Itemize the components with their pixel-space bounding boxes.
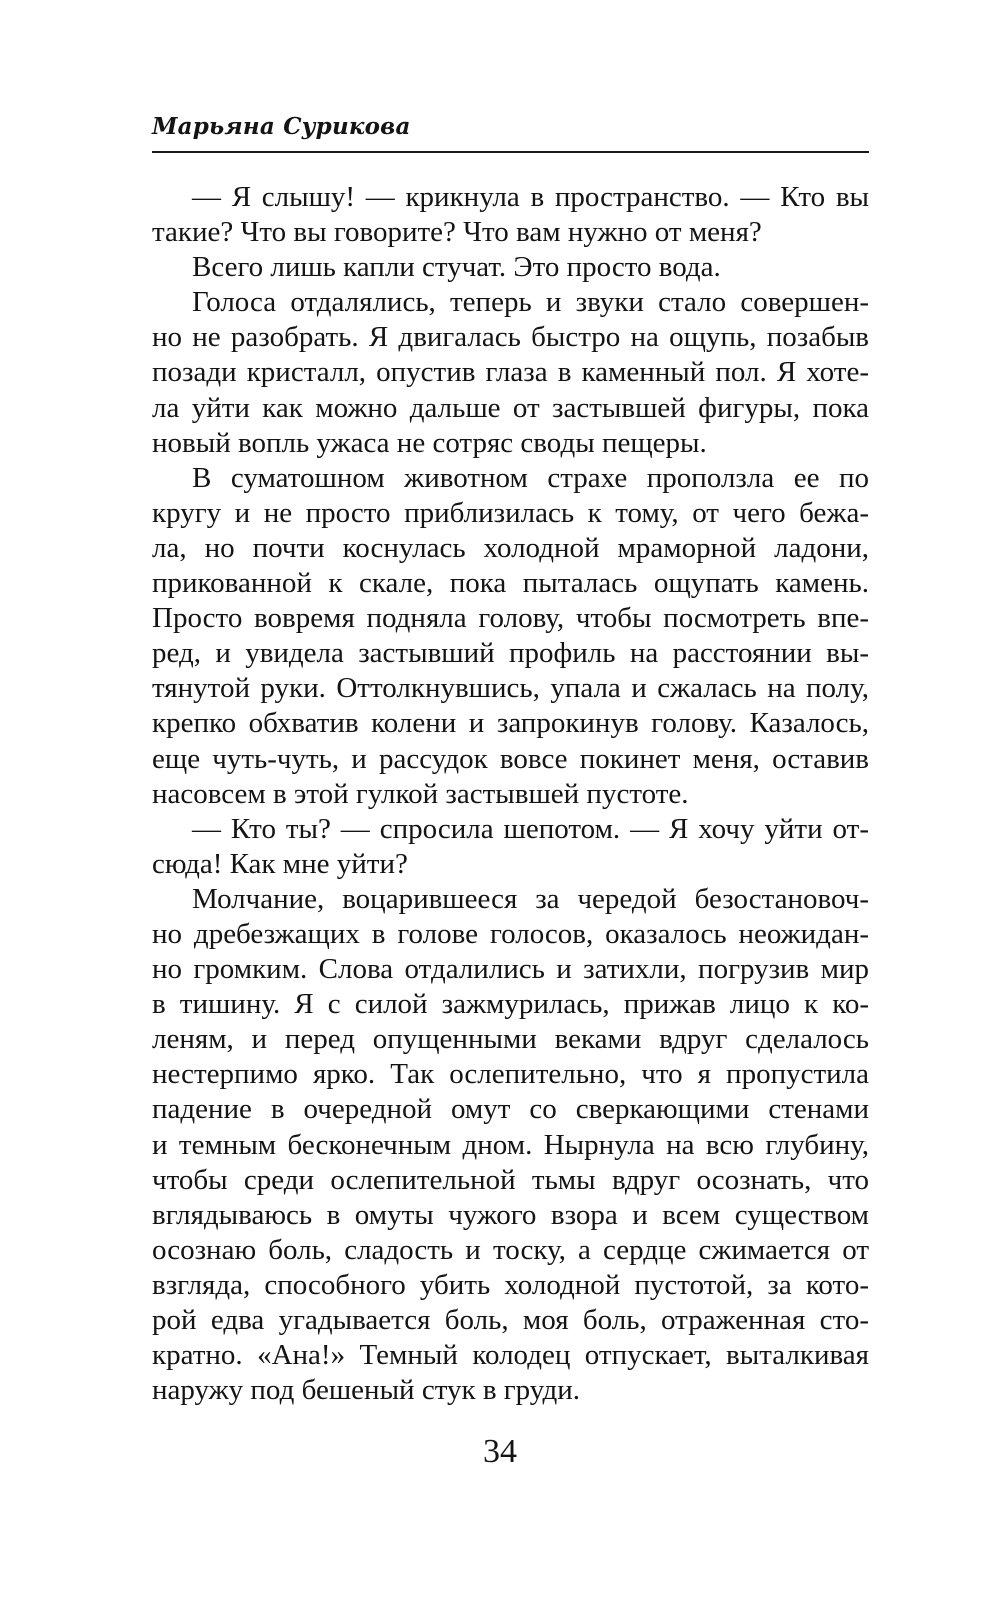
text-line: ред, и увидела застывший профиль на расстоянии вы- bbox=[152, 637, 869, 670]
text-line: но не разобрать. Я двигалась быстро на ощупь, позабыв bbox=[152, 321, 869, 354]
text-line: Просто вовремя подняла голову, чтобы посмотреть впе- bbox=[152, 602, 869, 635]
text-line: Голоса отдалялись, теперь и звуки стало совершен- bbox=[192, 286, 869, 319]
running-head-author: Марьяна Сурикова bbox=[152, 113, 411, 140]
page-number: 34 bbox=[483, 1433, 517, 1470]
text-line: чтобы среди ослепительной тьмы вдруг осознать, что bbox=[152, 1163, 869, 1196]
text-line: крепко обхватив колени и запрокинув голову. Казалось, bbox=[152, 707, 869, 740]
text-line: ла, но почти коснулась холодной мраморной ладони, bbox=[152, 531, 869, 564]
text-line: прикованной к скале, пока пыталась ощупать камень. bbox=[152, 567, 869, 600]
text-line: — Я слышу! — крикнула в пространство. — Кто вы bbox=[192, 181, 869, 213]
text-line: в тишину. Я с силой зажмурилась, прижав лицо к ко- bbox=[152, 988, 869, 1021]
paragraph bbox=[152, 882, 869, 1408]
text-line: вглядываюсь в омуты чужого взора и всем существом bbox=[152, 1198, 869, 1231]
text-line: еще чуть-чуть, и рассудок вовсе покинет меня, оставив bbox=[152, 742, 869, 775]
text-line: взгляда, способного убить холодной пустотой, за кото- bbox=[152, 1268, 869, 1301]
text-line: сюда! Как мне уйти? bbox=[152, 847, 408, 880]
paragraph bbox=[152, 250, 869, 285]
text-line: кругу и не просто приблизилась к тому, от чего бежа- bbox=[152, 496, 869, 529]
text-line: — Кто ты? — спросила шепотом. — Я хочу уйти от- bbox=[192, 812, 869, 845]
text-line: Молчание, воцарившееся за чередой безостановоч- bbox=[192, 882, 869, 915]
text-line: падение в очередной омут со сверкающими стенами bbox=[152, 1093, 869, 1126]
text-line: В суматошном животном страхе проползла ее по bbox=[192, 461, 869, 494]
text-line: но дребезжащих в голове голосов, оказалось неожидан- bbox=[152, 917, 869, 950]
text-line: новый вопль ужаса не сотряс своды пещеры. bbox=[152, 426, 707, 459]
text-line: наружу под бешеный стук в груди. bbox=[152, 1374, 580, 1407]
paragraph bbox=[152, 812, 869, 882]
text-line: ла уйти как можно дальше от застывшей фигуры, пока bbox=[152, 391, 869, 424]
text-line: такие? Что вы говорите? Что вам нужно от меня? bbox=[152, 216, 762, 249]
text-line: кратно. «Ана!» Темный колодец отпускает, выталкивая bbox=[152, 1339, 869, 1372]
text-line: тянутой руки. Оттолкнувшись, упала и сжалась на полу, bbox=[152, 672, 869, 705]
body-text bbox=[152, 180, 869, 1408]
text-line: насовсем в этой гулкой застывшей пустоте. bbox=[152, 777, 689, 810]
text-line: нестерпимо ярко. Так ослепительно, что я пропустила bbox=[152, 1058, 869, 1091]
text-line: но громким. Слова отдалились и затихли, погрузив мир bbox=[152, 953, 869, 986]
paragraph bbox=[152, 285, 869, 460]
paragraph bbox=[152, 180, 869, 250]
text-line: леням, и перед опущенными веками вдруг сделалось bbox=[152, 1023, 869, 1056]
header-rule bbox=[152, 151, 869, 153]
text-line: Всего лишь капли стучат. Это просто вода. bbox=[192, 251, 721, 284]
text-line: позади кристалл, опустив глаза в каменный пол. Я хоте- bbox=[152, 356, 869, 389]
paragraph bbox=[152, 461, 869, 812]
text-line: рой едва угадывается боль, моя боль, отраженная сто- bbox=[152, 1304, 869, 1336]
text-line: и темным бесконечным дном. Нырнула на всю глубину, bbox=[152, 1128, 869, 1161]
text-line: осознаю боль, сладость и тоску, а сердце сжимается от bbox=[152, 1233, 869, 1266]
